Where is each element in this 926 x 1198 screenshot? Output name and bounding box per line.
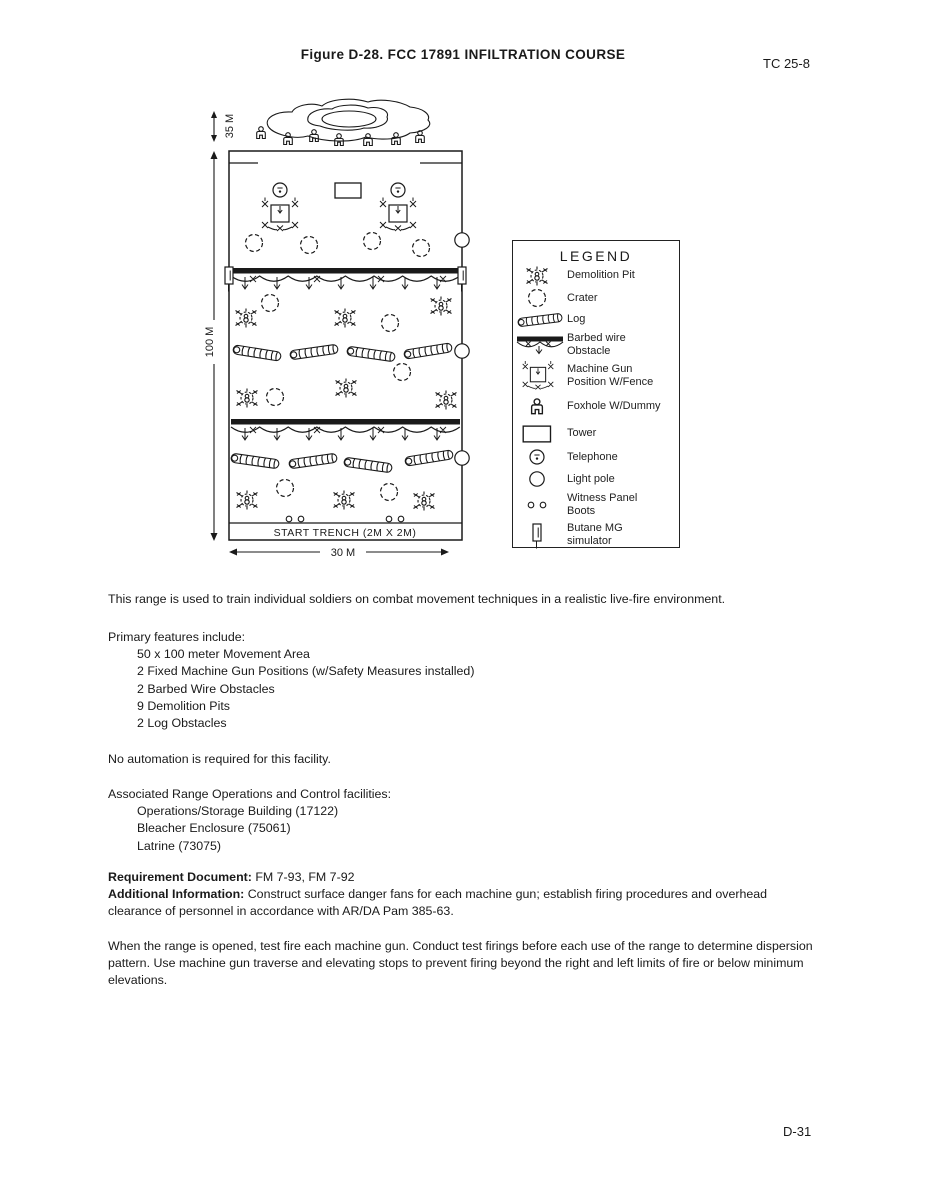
facility-item: Operations/Storage Building (17122) bbox=[137, 804, 339, 819]
telephone-icon bbox=[273, 183, 287, 197]
crater-icon bbox=[513, 287, 567, 309]
log-obstacles bbox=[231, 343, 454, 473]
additional-information-para: Additional Information: Construct surface danger fans for each machine gun; establish firing procedures and overhead clearance of personnel in accordance with AR/DA Pam 385-63. bbox=[108, 887, 768, 919]
light-pole-icon bbox=[455, 233, 469, 247]
foxhole-dummy-icon bbox=[513, 394, 567, 420]
page-number: D-31 bbox=[783, 1124, 812, 1139]
legend-item: Witness Panel Boots bbox=[513, 490, 679, 519]
facility-item: Latrine (73075) bbox=[137, 838, 222, 853]
dimension-30m bbox=[229, 547, 449, 559]
light-pole-icon bbox=[455, 344, 469, 358]
dimension-35m bbox=[211, 111, 236, 142]
foxhole-dummy-icon bbox=[364, 134, 373, 146]
intro-paragraph: This range is used to train individual soldiers on combat movement techniques in a realistic live-fire environment. bbox=[108, 592, 726, 606]
butane-simulator-icon bbox=[225, 267, 233, 292]
course-boundary bbox=[229, 151, 462, 540]
foxhole-dummy-icon bbox=[257, 127, 266, 139]
feature-item: 50 x 100 meter Movement Area bbox=[137, 647, 310, 662]
legend-item: Crater bbox=[513, 287, 679, 309]
start-trench-label: START TRENCH (2M X 2M) bbox=[273, 527, 417, 539]
facilities-heading: Associated Range Operations and Control facilities: bbox=[108, 787, 392, 801]
machine-gun-position-icon bbox=[513, 359, 567, 393]
figure-title: Figure D-28. FCC 17891 INFILTRATION COURSE bbox=[300, 47, 626, 62]
dimension-100m bbox=[204, 151, 218, 541]
legend-item: Tower bbox=[513, 421, 679, 446]
doc-reference: TC 25-8 bbox=[763, 56, 810, 71]
facilities-list bbox=[108, 803, 820, 855]
requirement-document-line: Requirement Document: FM 7-93, FM 7-92 bbox=[108, 870, 355, 884]
legend-item: Demolition Pit bbox=[513, 264, 679, 287]
witness-boots-icon bbox=[286, 516, 304, 522]
legend-item: Light pole bbox=[513, 468, 679, 490]
telephone-icon bbox=[513, 447, 567, 467]
facility-item: Bleacher Enclosure (75061) bbox=[137, 821, 291, 836]
demolition-pits bbox=[236, 297, 457, 511]
barbed-wire-obstacle bbox=[231, 419, 460, 440]
demolition-pit-icon bbox=[513, 264, 567, 288]
features-section bbox=[108, 629, 820, 732]
barbed-wire-icon bbox=[513, 332, 567, 358]
legend-item: Butane MG simulator bbox=[513, 519, 679, 550]
feature-item: 2 Barbed Wire Obstacles bbox=[137, 681, 275, 696]
light-pole-icon bbox=[455, 451, 469, 465]
feature-item: 2 Fixed Machine Gun Positions (w/Safety Measures installed) bbox=[137, 664, 475, 679]
impact-depth-label: 35 M bbox=[224, 113, 236, 139]
machine-gun-position-icon bbox=[380, 198, 416, 232]
closing-paragraph: When the range is opened, test fire each machine gun. Conduct test firings before each use of the range to determine dispersion pattern. Use machine gun traverse and elevating stops to prevent firing beyond the right and left limits of fire or below minimum elevations. bbox=[108, 939, 813, 988]
legend-item: Telephone bbox=[513, 446, 679, 468]
automation-note: No automation is required for this facility. bbox=[108, 752, 331, 766]
legend bbox=[512, 240, 680, 548]
legend-item: Log bbox=[513, 309, 679, 330]
features-list bbox=[108, 646, 820, 732]
course-width-label: 30 M bbox=[330, 547, 356, 559]
feature-item: 2 Log Obstacles bbox=[137, 716, 227, 731]
butane-simulator-icon bbox=[458, 267, 466, 292]
barbed-wire-obstacle bbox=[231, 268, 460, 289]
legend-item: Barbed wire Obstacle bbox=[513, 330, 679, 359]
foxhole-dummy-icon bbox=[310, 130, 319, 142]
facilities-section bbox=[108, 786, 820, 855]
machine-gun-position-icon bbox=[262, 198, 298, 232]
telephone-icon bbox=[391, 183, 405, 197]
impact-area bbox=[267, 99, 430, 141]
foxhole-dummy-icon bbox=[284, 133, 293, 145]
course-length-label: 100 M bbox=[204, 326, 216, 358]
witness-boots-icon bbox=[386, 516, 404, 522]
legend-item: Foxhole W/Dummy bbox=[513, 392, 679, 421]
infiltration-course-diagram bbox=[193, 90, 495, 570]
tower-icon bbox=[513, 423, 567, 445]
legend-title: LEGEND bbox=[559, 248, 633, 264]
foxhole-dummy-icon bbox=[335, 134, 344, 146]
feature-item: 9 Demolition Pits bbox=[137, 698, 230, 713]
legend-item: Machine Gun Position W/Fence bbox=[513, 359, 679, 392]
features-heading: Primary features include: bbox=[108, 630, 246, 644]
butane-mg-simulator-icon bbox=[513, 520, 567, 550]
requirements-section bbox=[108, 869, 820, 921]
witness-panel-boots-icon bbox=[513, 497, 567, 513]
light-pole-icon bbox=[513, 469, 567, 489]
tower-icon bbox=[335, 183, 361, 198]
log-icon bbox=[513, 310, 567, 330]
